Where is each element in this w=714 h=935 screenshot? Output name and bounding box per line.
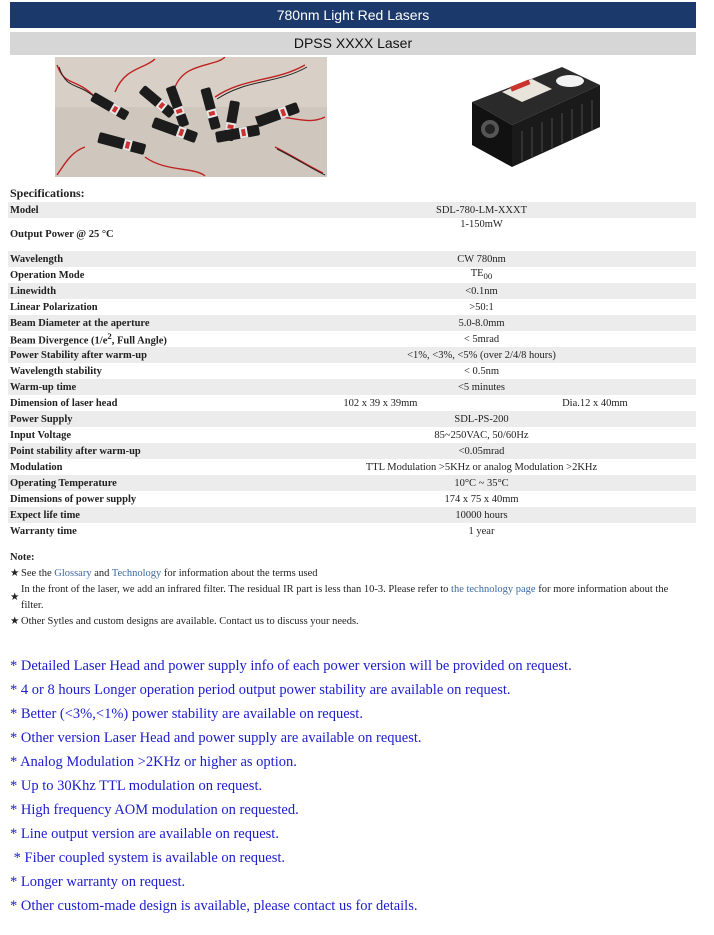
spec-label: Wavelength stability — [10, 365, 102, 377]
spec-value: 5.0-8.0mm — [267, 315, 696, 331]
spec-row — [8, 427, 696, 443]
notes-heading: Note: — [10, 552, 35, 563]
note-item — [10, 614, 690, 630]
spec-value: 174 x 75 x 40mm — [444, 493, 519, 505]
spec-label: Model — [8, 202, 267, 218]
spec-value: SDL-780-LM-XXXT — [267, 202, 696, 218]
spec-value: 102 x 39 x 39mm — [343, 397, 418, 409]
spec-value-main: TE — [470, 268, 484, 280]
spec-value: < 5mrad — [463, 333, 500, 345]
spec-label — [8, 331, 267, 347]
note-item — [10, 566, 690, 582]
star-icon: ★ — [10, 568, 20, 579]
spec-value: 10000 hours — [267, 507, 696, 523]
note-text-part: for more information about the filter. — [21, 584, 669, 611]
specifications-table — [8, 202, 696, 539]
specifications-heading: Specifications: — [10, 186, 85, 200]
note-text — [21, 582, 690, 614]
spec-row — [8, 507, 696, 523]
spec-value: 1-150mW — [460, 219, 503, 230]
spec-label-pre: Beam Divergence (1/e — [10, 335, 108, 347]
spec-value: <0.1nm — [267, 283, 696, 299]
list-item: * Other version Laser Head and power supply are available on request. — [10, 730, 422, 746]
spec-label: Operation Mode — [10, 269, 85, 281]
list-item: * Fiber coupled system is available on request. — [10, 850, 286, 866]
spec-label: Linear Polarization — [10, 301, 98, 313]
list-item: * Better (<3%,<1%) power stability are available on request. — [10, 706, 363, 722]
spec-value-2: Dia.12 x 40mm — [562, 397, 628, 409]
list-item: * Line output version are available on request. — [10, 826, 279, 842]
spec-row — [8, 218, 696, 251]
page-title: 780nm Light Red Lasers — [10, 2, 696, 28]
note-text-part: and — [91, 568, 112, 579]
spec-label: Linewidth — [8, 283, 267, 299]
spec-value: <5 minutes — [267, 379, 696, 395]
spec-label: Wavelength — [8, 251, 267, 267]
spec-row — [8, 443, 696, 459]
list-item: * Longer warranty on request. — [10, 874, 186, 890]
feature-list — [10, 654, 700, 918]
spec-label: Beam Diameter at the aperture — [8, 315, 267, 331]
spec-label: Power Stability after warm-up — [8, 347, 267, 363]
spec-value: < 0.5nm — [463, 365, 500, 377]
list-item: * Other custom-made design is available, please contact us for details. — [10, 898, 418, 914]
spec-label: Dimensions of power supply — [10, 493, 137, 505]
spec-row — [8, 283, 696, 299]
spec-row — [8, 379, 696, 395]
star-icon: ★ — [10, 592, 20, 603]
note-item — [10, 582, 690, 614]
laser-modules-photo — [55, 57, 327, 177]
spec-value: 1 year — [468, 525, 495, 537]
note-text-part: In the front of the laser, we add an infrared filter. The residual IR part is less than 10-3. Please refer to — [21, 584, 452, 595]
notes-section — [10, 550, 690, 630]
list-item: * 4 or 8 hours Longer operation period output power stability are available on request. — [10, 682, 511, 698]
spec-label: Modulation — [10, 461, 63, 473]
spec-row — [8, 315, 696, 331]
list-item: * High frequency AOM modulation on requested. — [10, 802, 299, 818]
spec-value: >50:1 — [469, 301, 494, 313]
technology-page-link[interactable]: the technology page — [451, 584, 536, 595]
spec-row — [8, 459, 696, 475]
spec-row — [8, 523, 696, 539]
page-subtitle: DPSS XXXX Laser — [10, 32, 696, 55]
spec-value: SDL-PS-200 — [267, 411, 696, 427]
spec-label: Power Supply — [8, 411, 267, 427]
spec-label-post: , Full Angle) — [111, 335, 167, 347]
list-item: * Analog Modulation >2KHz or higher as option. — [10, 754, 297, 770]
spec-value: TTL Modulation >5KHz or analog Modulation >2KHz — [365, 461, 598, 473]
spec-row — [8, 267, 696, 283]
spec-row — [8, 202, 696, 218]
spec-label: Input Voltage — [10, 429, 71, 441]
note-text — [21, 566, 690, 582]
spec-row — [8, 363, 696, 379]
spec-label: Dimension of laser head — [10, 397, 118, 409]
spec-label: Operating Temperature — [8, 475, 267, 491]
spec-row — [8, 299, 696, 315]
spec-label: Expect life time — [8, 507, 267, 523]
spec-label: Warm-up time — [8, 379, 267, 395]
spec-value-subscript: 00 — [483, 271, 493, 282]
spec-label: Output Power @ 25 °C — [10, 229, 114, 240]
laser-head-photo — [452, 57, 612, 177]
note-text-part: for information about the terms used — [161, 568, 318, 579]
spec-value: <1%, <3%, <5% (over 2/4/8 hours) — [267, 347, 696, 363]
spec-row — [8, 251, 696, 267]
spec-row — [8, 411, 696, 427]
spec-label: Warranty time — [10, 525, 77, 537]
technology-link[interactable]: Technology — [111, 568, 162, 579]
list-item: * Up to 30Khz TTL modulation on request. — [10, 778, 263, 794]
spec-value: CW 780nm — [267, 251, 696, 267]
spec-value: <0.05mrad — [267, 443, 696, 459]
spec-row — [8, 491, 696, 507]
spec-label: Point stability after warm-up — [8, 443, 267, 459]
spec-label-sup: 2 — [107, 331, 112, 342]
list-item: * Detailed Laser Head and power supply info of each power version will be provided on request. — [10, 658, 572, 674]
spec-row — [8, 331, 696, 347]
spec-value — [267, 267, 696, 283]
note-text-part: See the — [21, 568, 55, 579]
spec-value: 85~250VAC, 50/60Hz — [434, 429, 529, 441]
spec-row — [8, 347, 696, 363]
note-text: Other Sytles and custom designs are available. Contact us to discuss your needs. — [21, 616, 359, 627]
star-icon: ★ — [10, 616, 20, 627]
spec-row — [8, 395, 696, 411]
spec-row — [8, 475, 696, 491]
spec-value: 10°C ~ 35°C — [267, 475, 696, 491]
glossary-link[interactable]: Glossary — [54, 568, 92, 579]
